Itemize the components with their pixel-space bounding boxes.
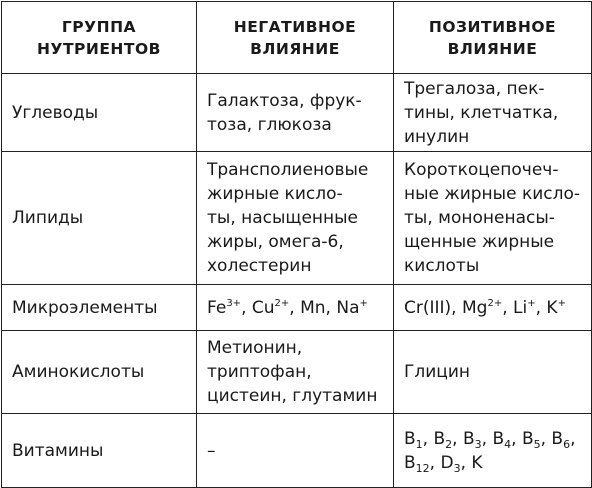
formula-term: K+ — [546, 297, 566, 318]
superscript: + — [557, 297, 566, 309]
formula-term: Mn — [300, 297, 326, 318]
positive-cell — [394, 285, 592, 331]
formula-term: Li+ — [513, 297, 536, 318]
negative-cell: Галактоза, фрук- тоза, глюкоза — [197, 74, 394, 152]
negative-cell: – — [197, 414, 394, 488]
formula-term: $Fe^{3+}$ — [207, 297, 242, 318]
formula-term: $B_{12}$ — [404, 452, 430, 475]
positive-cell: Трегалоза, пек- тины, клетчатка, инулин — [394, 74, 592, 152]
superscript: + — [359, 297, 368, 309]
formula-term: $B_1$ — [404, 428, 423, 451]
formula-text: Cr(III), $Mg^{2+}$, Li+, K+ — [404, 297, 566, 318]
superscript: 2+ — [487, 297, 503, 309]
subscript: 6 — [563, 437, 571, 451]
positive-cell: Глицин — [394, 331, 592, 414]
negative-cell: Метионин, триптофан, цистеин, глутамин — [197, 331, 394, 414]
formula-term: $B_5$ — [521, 428, 541, 451]
group-cell: Липиды — [2, 152, 197, 285]
formula-term: K — [471, 452, 483, 473]
formula-term: Cr(III) — [404, 297, 452, 318]
nutrient-influence-table — [1, 1, 592, 488]
formula-term: $B_4$ — [492, 428, 512, 451]
group-cell: Аминокислоты — [2, 331, 197, 414]
header-group: ГРУППА НУТРИЕНТОВ — [2, 2, 197, 74]
positive-cell — [394, 414, 592, 488]
subscript: 4 — [504, 437, 512, 451]
table-row — [2, 414, 592, 488]
subscript: 5 — [533, 437, 541, 451]
formula-term: $Mg^{2+}$ — [461, 297, 503, 318]
subscript: 1 — [415, 437, 423, 451]
formula-term: Na+ — [336, 297, 368, 318]
superscript: + — [527, 297, 536, 309]
formula-term: $D_3$ — [440, 452, 461, 475]
formula-term: $B_6$ — [551, 428, 571, 451]
group-cell: Углеводы — [2, 74, 197, 152]
header-negative: НЕГАТИВНОЕ ВЛИЯНИЕ — [197, 2, 394, 74]
table-row — [2, 331, 592, 414]
superscript: 2+ — [274, 297, 290, 309]
header-positive: ПОЗИТИВНОЕ ВЛИЯНИЕ — [394, 2, 592, 74]
group-cell: Микроэлементы — [2, 285, 197, 331]
formula-term: $B_2$ — [433, 428, 453, 451]
table-row — [2, 152, 592, 285]
negative-cell — [197, 285, 394, 331]
formula-text: $B_1$, $B_2$, $B_3$, $B_4$, $B_5$, $B_6$, $B_{12}$, $D_3$, K — [404, 428, 576, 475]
positive-cell: Короткоцепочеч- ные жирные кисло- ты, мононенасы- щенные жирные кислоты — [394, 152, 592, 285]
subscript: 3 — [474, 437, 482, 451]
subscript: 12 — [415, 461, 430, 475]
table-header-row — [2, 2, 592, 74]
subscript: 3 — [453, 461, 461, 475]
group-cell: Витамины — [2, 414, 197, 488]
table-row — [2, 285, 592, 331]
formula-text: $Fe^{3+}$, $Cu^{2+}$, Mn, Na+ — [207, 297, 368, 318]
subscript: 2 — [445, 437, 453, 451]
superscript: 3+ — [226, 297, 242, 309]
table-row — [2, 74, 592, 152]
formula-term: $Cu^{2+}$ — [251, 297, 290, 318]
negative-cell: Трансполиеновые жирные кисло- ты, насыщенные жиры, омега-6, холестерин — [197, 152, 394, 285]
formula-term: $B_3$ — [462, 428, 482, 451]
